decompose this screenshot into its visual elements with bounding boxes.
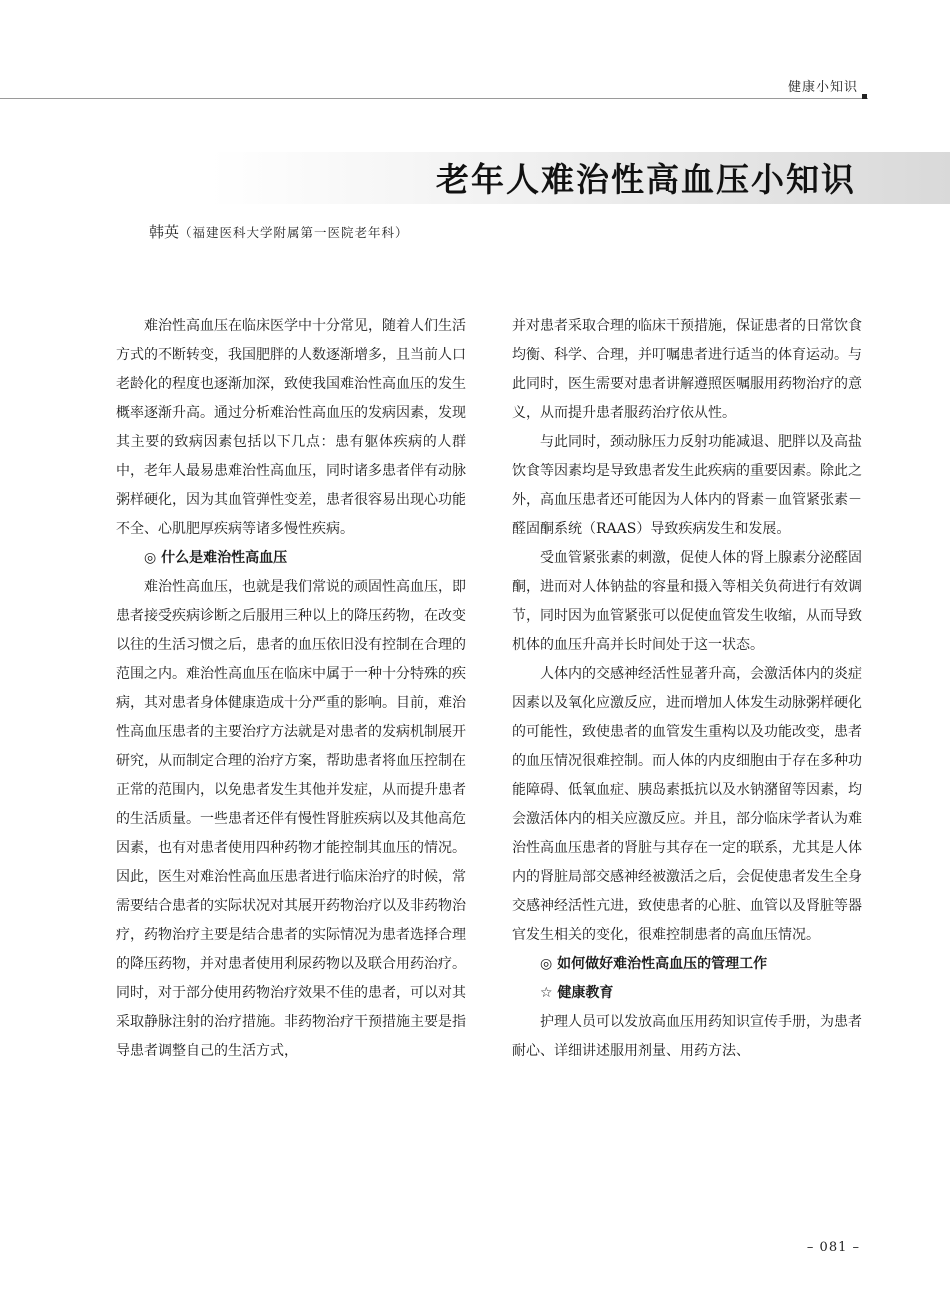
right-paragraph-1: 并对患者采取合理的临床干预措施，保证患者的日常饮食均衡、科学、合理，并叮嘱患者进行适当的体育运动。与此同时，医生需要对患者讲解遵照医嘱服用药物治疗的意义，从而提升患者服药治疗依从性。: [512, 318, 862, 421]
right-column: [512, 312, 862, 1066]
section-label: 健康小知识: [787, 80, 858, 95]
section-mark: [862, 94, 867, 99]
author-name: 韩英: [149, 223, 180, 241]
article-title: 老年人难治性高血压小知识: [436, 160, 856, 199]
subsection-heading-health-education: ☆ 健康教育: [540, 985, 614, 1001]
byline: [149, 221, 409, 242]
page-number: – 081 –: [806, 1240, 860, 1255]
author-affiliation: （福建医科大学附属第一医院老年科）: [179, 225, 409, 240]
left-paragraph-2: 难治性高血压，也就是我们常说的顽固性高血压，即患者接受疾病诊断之后服用三种以上的降压药物，在改变以往的生活习惯之后，患者的血压依旧没有控制在合理的范围之内。难治性高血压在临床中属于一种十分特殊的疾病，其对患者身体健康造成十分严重的影响。目前，难治性高血压患者的主要治疗方法就是对患者的发病机制展开研究，从而制定合理的治疗方案，帮助患者将血压控制在正常的范围内，以免患者发生其他并发症，从而提升患者的生活质量。一些患者还伴有慢性肾脏疾病以及其他高危因素，也有对患者使用四种药物才能控制其血压的情况。因此，医生对难治性高血压患者进行临床治疗的时候，常需要结合患者的实际状况对其展开药物治疗以及非药物治疗，药物治疗主要是结合患者的实际情况为患者选择合理的降压药物，并对患者使用利尿药物以及联合用药治疗。同时，对于部分使用药物治疗效果不佳的患者，可以对其采取静脉注射的治疗措施。非药物治疗干预措施主要是指导患者调整自己的生活方式，: [116, 579, 466, 1059]
right-paragraph-4: 人体内的交感神经活性显著升高，会激活体内的炎症因素以及氧化应激反应，进而增加人体发生动脉粥样硬化的可能性，致使患者的血管发生重构以及功能改变，患者的血压情况很难控制。而人体的内皮细胞由于存在多种功能障碍、低氧血症、胰岛素抵抗以及水钠潴留等因素，均会激活体内的相关应激反应。并且，部分临床学者认为难治性高血压患者的肾脏与其存在一定的联系，尤其是人体内的肾脏局部交感神经被激活之后，会促使患者发生全身交感神经活性亢进，致使患者的心脏、血管以及肾脏等器官发生相关的变化，很难控制患者的高血压情况。: [512, 666, 862, 943]
right-paragraph-3: 受血管紧张素的刺激，促使人体的肾上腺素分泌醛固酮，进而对人体钠盐的容量和摄入等相关负荷进行有效调节，同时因为血管紧张可以促使血管发生收缩，从而导致机体的血压升高并长时间处于这一状态。: [512, 550, 862, 653]
section-heading-management: ◎ 如何做好难治性高血压的管理工作: [540, 956, 768, 972]
left-column: [116, 312, 466, 1066]
right-paragraph-2: 与此同时，颈动脉压力反射功能减退、肥胖以及高盐饮食等因素均是导致患者发生此疾病的重要因素。除此之外，高血压患者还可能因为人体内的肾素－血管紧张素－醛固酮系统（RAAS）导致疾病发生和发展。: [512, 434, 862, 537]
left-paragraph-1: 难治性高血压在临床医学中十分常见，随着人们生活方式的不断转变，我国肥胖的人数逐渐增多，且当前人口老龄化的程度也逐渐加深，致使我国难治性高血压的发生概率逐渐升高。通过分析难治性高血压的发病因素，发现其主要的致病因素包括以下几点：患有躯体疾病的人群中，老年人最易患难治性高血压，同时诸多患者伴有动脉粥样硬化，因为其血管弹性变差，患者很容易出现心功能不全、心肌肥厚疾病等诸多慢性疾病。: [116, 318, 466, 537]
header-rule: [0, 98, 868, 99]
section-heading-what-is: ◎ 什么是难治性高血压: [144, 550, 288, 566]
right-paragraph-5: 护理人员可以发放高血压用药知识宣传手册，为患者耐心、详细讲述服用剂量、用药方法、: [512, 1014, 862, 1059]
